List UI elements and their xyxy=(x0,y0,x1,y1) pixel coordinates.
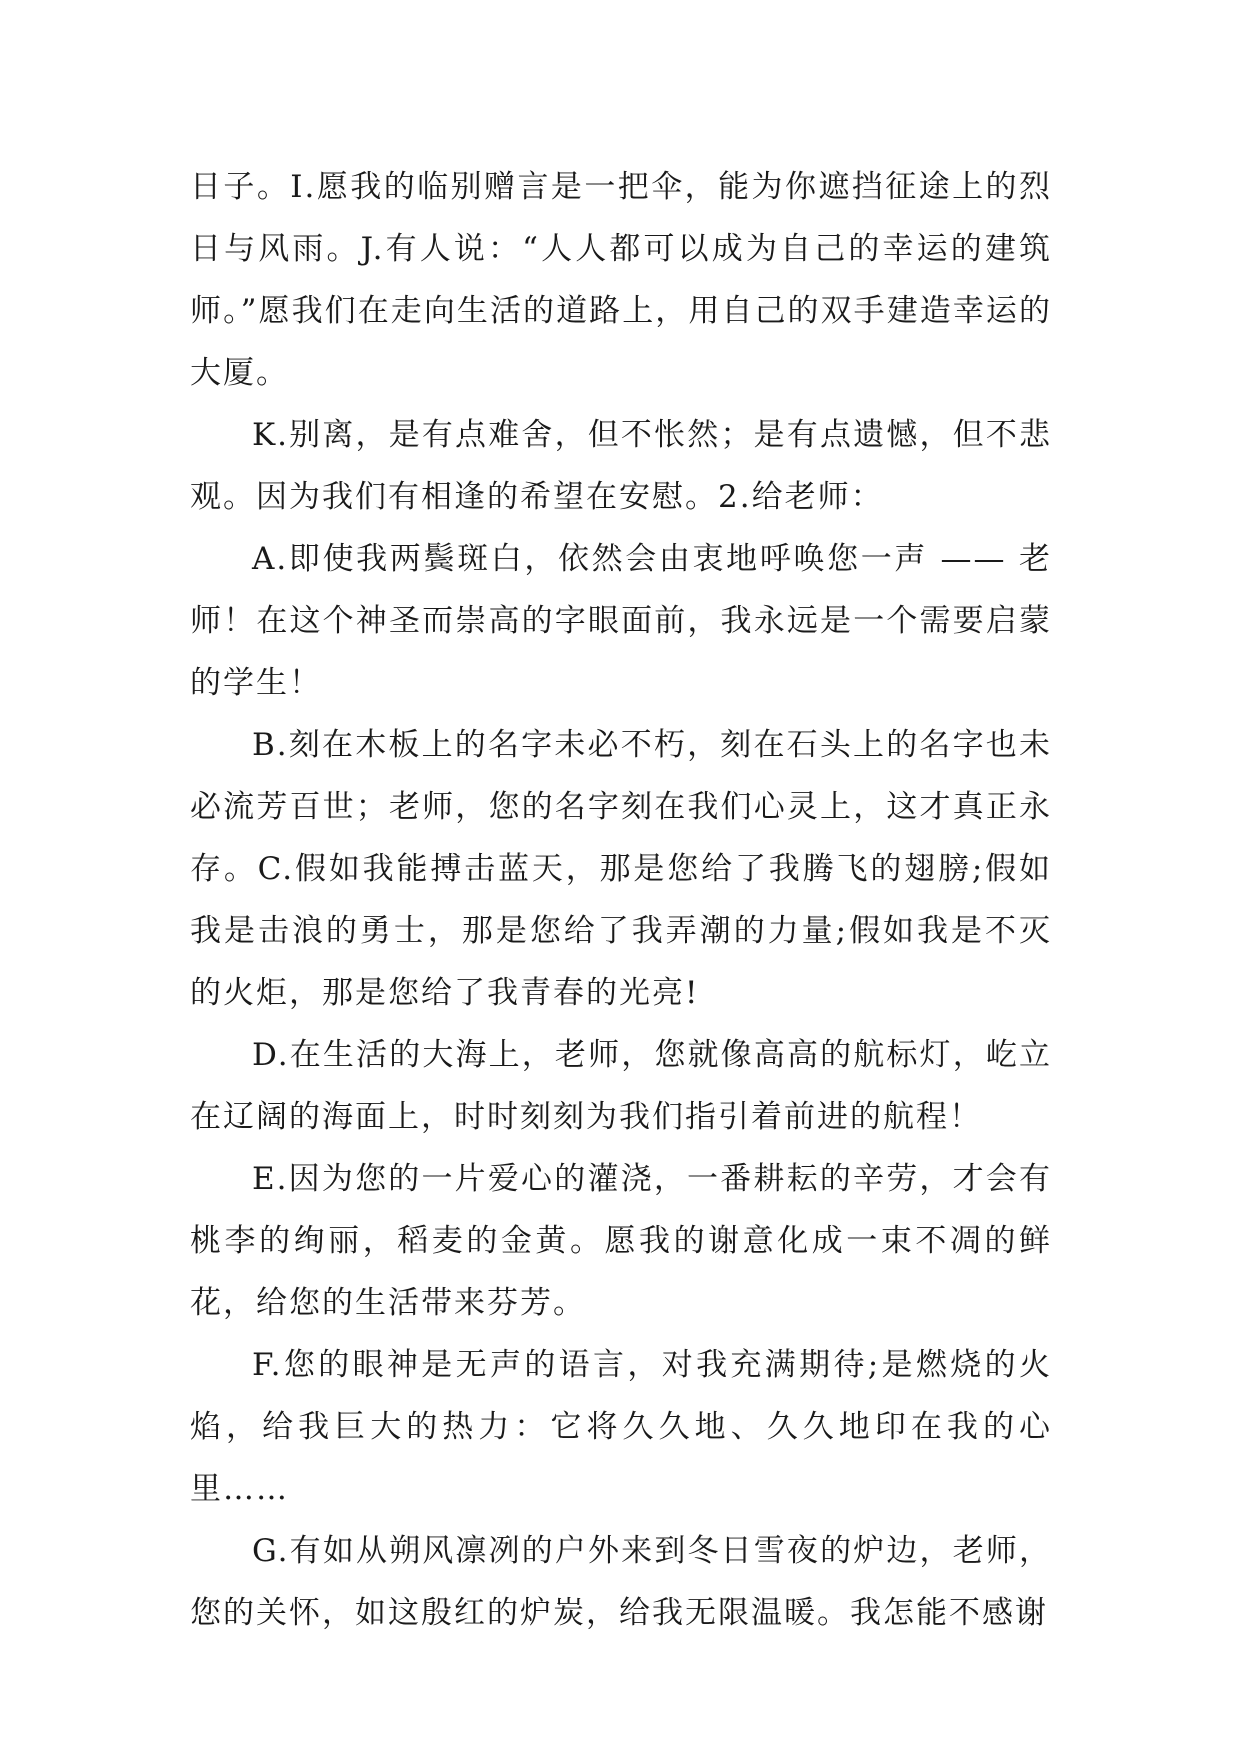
document-body xyxy=(190,156,1052,1644)
paragraph-d: D.在生活的大海上，老师，您就像高高的航标灯，屹立在辽阔的海面上，时时刻刻为我们指引着前进的航程！ xyxy=(190,1037,1052,1135)
paragraph-f: F.您的眼神是无声的语言，对我充满期待;是燃烧的火焰，给我巨大的热力：它将久久地、久久地印在我的心里…… xyxy=(190,1347,1052,1507)
paragraph-b-c: B.刻在木板上的名字未必不朽，刻在石头上的名字也未必流芳百世；老师，您的名字刻在我们心灵上，这才真正永存。C.假如我能搏击蓝天，那是您给了我腾飞的翅膀;假如我是击浪的勇士，那是您给了我弄潮的力量;假如我是不灭的火炬，那是您给了我青春的光亮! xyxy=(190,727,1052,1011)
paragraph-k: K.别离，是有点难舍，但不怅然；是有点遗憾，但不悲观。因为我们有相逢的希望在安慰。2.给老师： xyxy=(190,417,1052,515)
paragraph-g: G.有如从朔风凛冽的户外来到冬日雪夜的炉边，老师，您的关怀，如这殷红的炉炭，给我无限温暖。我怎能不感谢 xyxy=(190,1533,1052,1631)
paragraph-continuation: 日子。I.愿我的临别赠言是一把伞，能为你遮挡征途上的烈日与风雨。J.有人说：“人人都可以成为自己的幸运的建筑师。”愿我们在走向生活的道路上，用自己的双手建造幸运的大厦。 xyxy=(190,169,1052,391)
paragraph-a: A.即使我两鬓斑白，依然会由衷地呼唤您一声 —— 老师！在这个神圣而崇高的字眼面前，我永远是一个需要启蒙的学生！ xyxy=(190,541,1052,701)
paragraph-e: E.因为您的一片爱心的灌浇，一番耕耘的辛劳，才会有桃李的绚丽，稻麦的金黄。愿我的谢意化成一束不凋的鲜花，给您的生活带来芬芳。 xyxy=(190,1161,1052,1321)
